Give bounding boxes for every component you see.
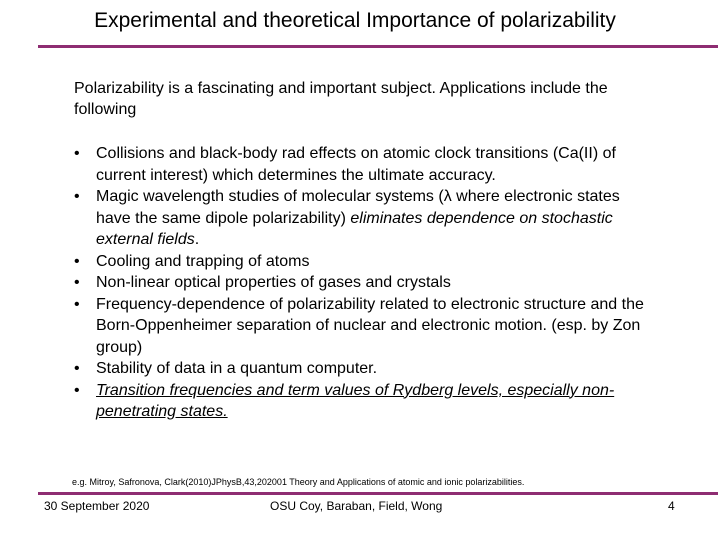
bullet-list [74,143,644,423]
bullet-item [74,380,644,423]
footer-date: 30 September 2020 [44,499,150,513]
bullet-item [74,272,644,294]
reference-citation: e.g. Mitroy, Safronova, Clark(2010)JPhysB,43,202001 Theory and Applications of atomic and ionic polarizabilities. [72,477,525,487]
bullet-item [74,358,644,380]
bullet-marker: • [74,381,80,399]
bullet-marker: • [74,295,80,313]
bullet-text: Transition frequencies and term values of Rydberg levels, especially non-penetrating states. [96,381,615,420]
bullet-text: Cooling and trapping of atoms [96,252,310,270]
bullet-item [74,186,644,251]
bullet-marker: • [74,274,80,291]
bullet-item [74,251,644,273]
title-divider [38,45,718,48]
footer-authors: OSU Coy, Baraban, Field, Wong [270,499,443,513]
bullet-marker: • [74,252,80,270]
intro-text: Polarizability is a fascinating and important subject. Applications include the following [74,80,608,118]
bullet-marker: • [74,188,80,205]
bullet-emphasis: eliminates dependence on stochastic external fields [96,209,613,248]
bullet-item [74,294,644,359]
bullet-text: Collisions and black-body rad effects on atomic clock transitions (Ca(II) of current interest) which determines the ultimate accuracy. [96,145,616,184]
bullet-marker: • [74,145,80,162]
bullet-marker: • [74,360,80,377]
footer-divider [38,492,718,495]
bullet-text: Frequency-dependence of polarizability related to electronic structure and the Born-Oppenheimer separation of nuclear and electronic motion. (esp. by Zon group) [96,295,644,356]
slide-title: Experimental and theoretical Importance of polarizability [94,9,616,32]
bullet-suffix: . [194,231,200,248]
bullet-item [74,143,644,186]
bullet-text: Magic wavelength studies of molecular systems (λ where electronic states have the same dipole polarizability) [96,188,620,227]
bullet-text: Non-linear optical properties of gases and crystals [96,274,451,291]
page-number: 4 [668,499,675,513]
bullet-text: Stability of data in a quantum computer. [96,360,378,377]
